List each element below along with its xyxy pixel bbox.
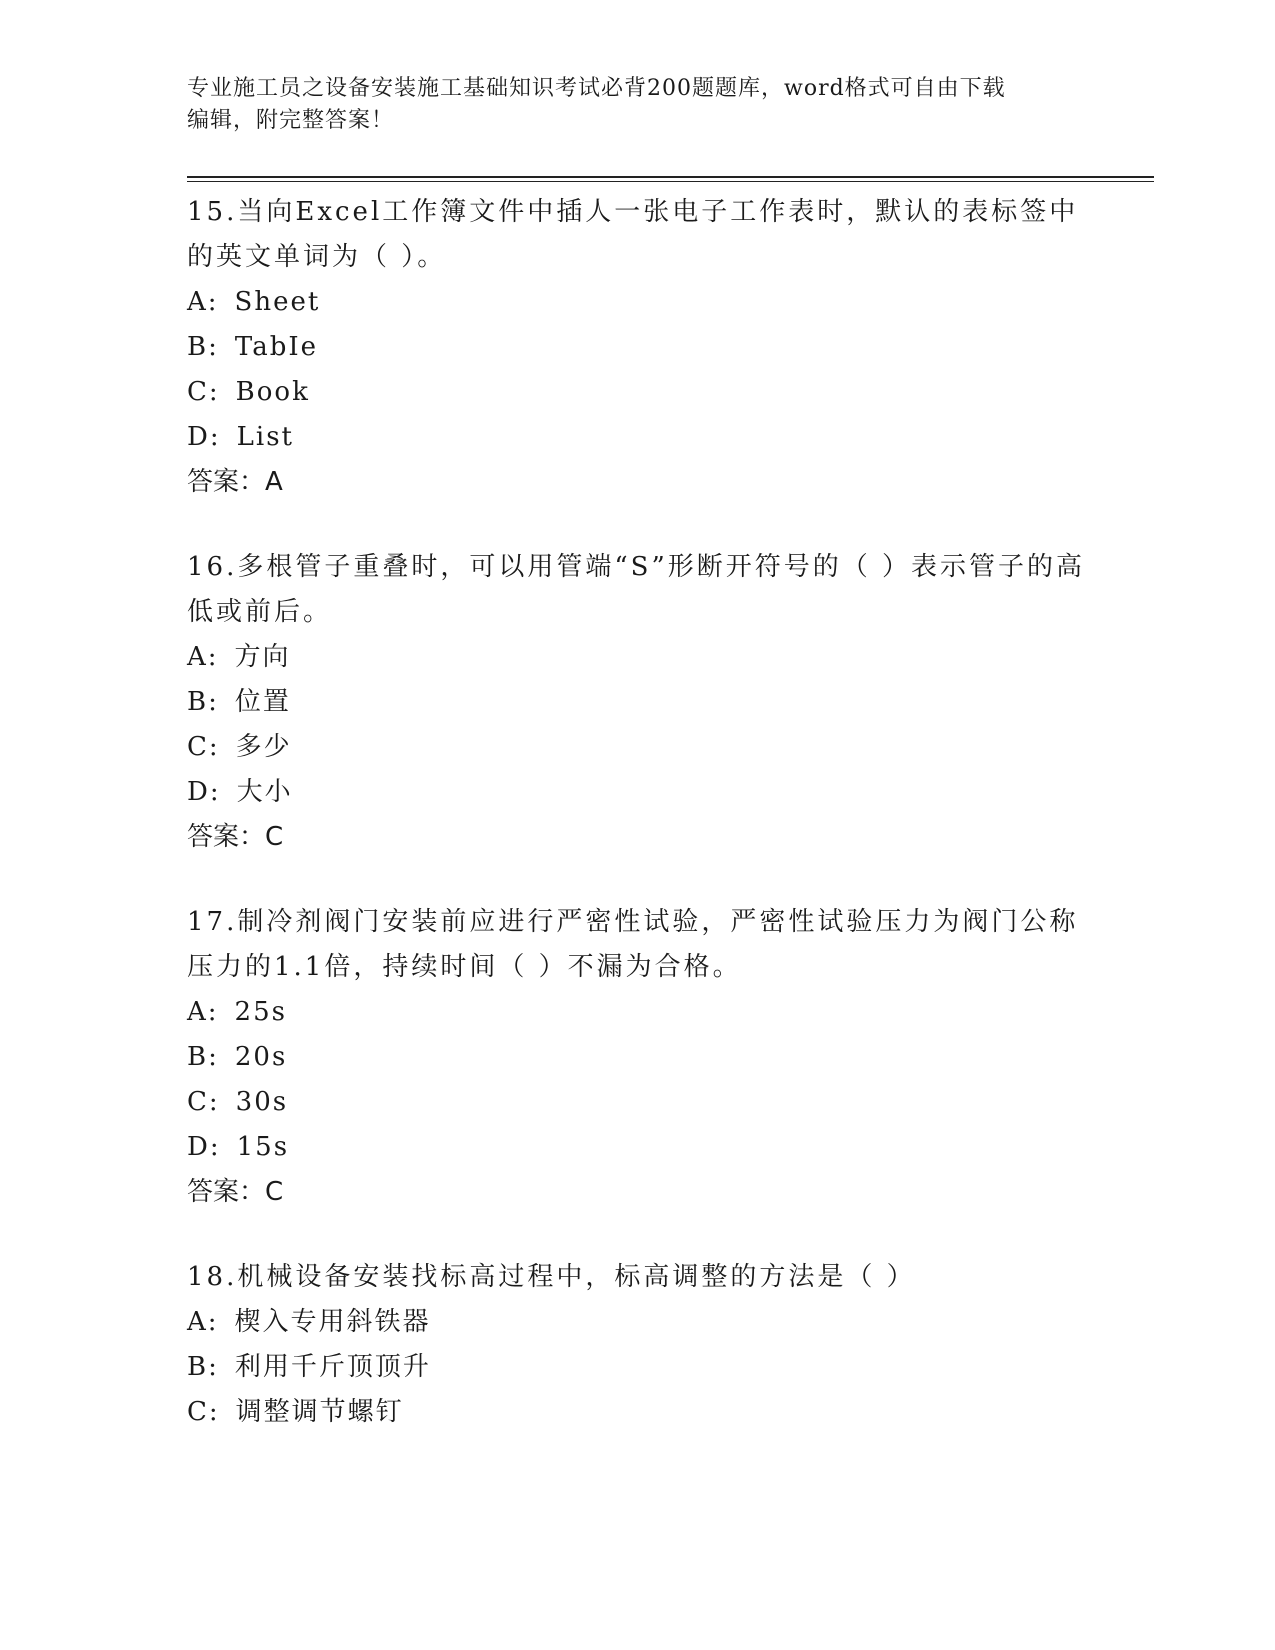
option-key: B: [187, 1042, 219, 1072]
option-text: 大小 [236, 777, 293, 807]
option-text: 多少 [235, 732, 292, 762]
option-spacer [221, 415, 237, 460]
question-block [187, 1255, 1087, 1435]
option-spacer [220, 725, 236, 770]
header-title-line-1: 专业施工员之设备安装施工基础知识考试必背200题题库，word格式可自由下载 [187, 76, 1006, 101]
option-spacer [220, 370, 236, 415]
option-key: C: [187, 1087, 220, 1117]
option-text: 15s [236, 1132, 290, 1162]
answer-option [187, 1125, 1087, 1170]
answer-option [187, 635, 1087, 680]
document-header [187, 73, 1067, 137]
option-spacer [219, 635, 235, 680]
option-spacer [219, 990, 235, 1035]
option-key: D: [187, 1132, 221, 1162]
answer-key: 答案：C [187, 822, 284, 852]
option-text: 方向 [234, 642, 291, 672]
option-spacer [219, 680, 235, 725]
option-spacer [221, 1125, 237, 1170]
option-spacer [220, 1080, 236, 1125]
option-spacer [219, 1300, 235, 1345]
header-divider-thin [187, 181, 1154, 182]
option-spacer [219, 1345, 235, 1390]
answer-option [187, 725, 1087, 770]
option-key: C: [187, 732, 220, 762]
question-list [187, 190, 1087, 1475]
answer-option [187, 415, 1087, 460]
question-block [187, 190, 1087, 505]
question-stem: 15.当向Excel工作簿文件中插人一张电子工作表时，默认的表标签中的英文单词为（ ）。 [187, 197, 1079, 272]
option-spacer [219, 325, 235, 370]
answer-option [187, 990, 1087, 1035]
option-text: 调整调节螺钉 [235, 1397, 404, 1427]
option-text: 位置 [234, 687, 291, 717]
option-key: C: [187, 377, 220, 407]
option-text: 利用千斤顶顶升 [234, 1352, 431, 1382]
option-spacer [220, 1390, 236, 1435]
option-text: 20s [234, 1042, 288, 1072]
option-text: 25s [234, 997, 287, 1027]
option-text: List [236, 422, 294, 452]
option-key: B: [187, 1352, 219, 1382]
answer-key: 答案：C [187, 1177, 284, 1207]
answer-option [187, 325, 1087, 370]
header-title-line-2: 编辑，附完整答案！ [187, 108, 395, 133]
option-text: TabIe [234, 332, 318, 362]
question-stem: 16.多根管子重叠时，可以用管端“S”形断开符号的（ ）表示管子的高低或前后。 [187, 552, 1086, 627]
answer-option [187, 280, 1087, 325]
answer-option [187, 1345, 1087, 1390]
option-key: D: [187, 777, 221, 807]
answer-option [187, 770, 1087, 815]
option-spacer [219, 280, 235, 325]
answer-option [187, 1035, 1087, 1080]
option-text: Book [235, 377, 310, 407]
answer-option [187, 680, 1087, 725]
question-block [187, 545, 1087, 860]
answer-option [187, 1300, 1087, 1345]
option-key: D: [187, 422, 221, 452]
option-key: B: [187, 687, 219, 717]
answer-key: 答案：A [187, 467, 283, 497]
answer-option [187, 1080, 1087, 1125]
option-text: 楔入专用斜铁器 [234, 1307, 431, 1337]
option-key: A: [187, 642, 219, 672]
question-stem: 17.制冷剂阀门安装前应进行严密性试验，严密性试验压力为阀门公称压力的1.1倍，持续时间（ ）不漏为合格。 [187, 907, 1079, 982]
option-key: A: [187, 287, 219, 317]
option-key: A: [187, 997, 219, 1027]
option-text: Sheet [234, 287, 321, 317]
option-key: C: [187, 1397, 220, 1427]
answer-option [187, 1390, 1087, 1435]
header-divider-thick [187, 176, 1154, 178]
option-key: A: [187, 1307, 219, 1337]
option-key: B: [187, 332, 219, 362]
answer-option [187, 370, 1087, 415]
option-spacer [221, 770, 237, 815]
question-block [187, 900, 1087, 1215]
option-spacer [219, 1035, 235, 1080]
option-text: 30s [235, 1087, 289, 1117]
question-stem: 18.机械设备安装找标高过程中，标高调整的方法是（ ） [187, 1262, 916, 1292]
